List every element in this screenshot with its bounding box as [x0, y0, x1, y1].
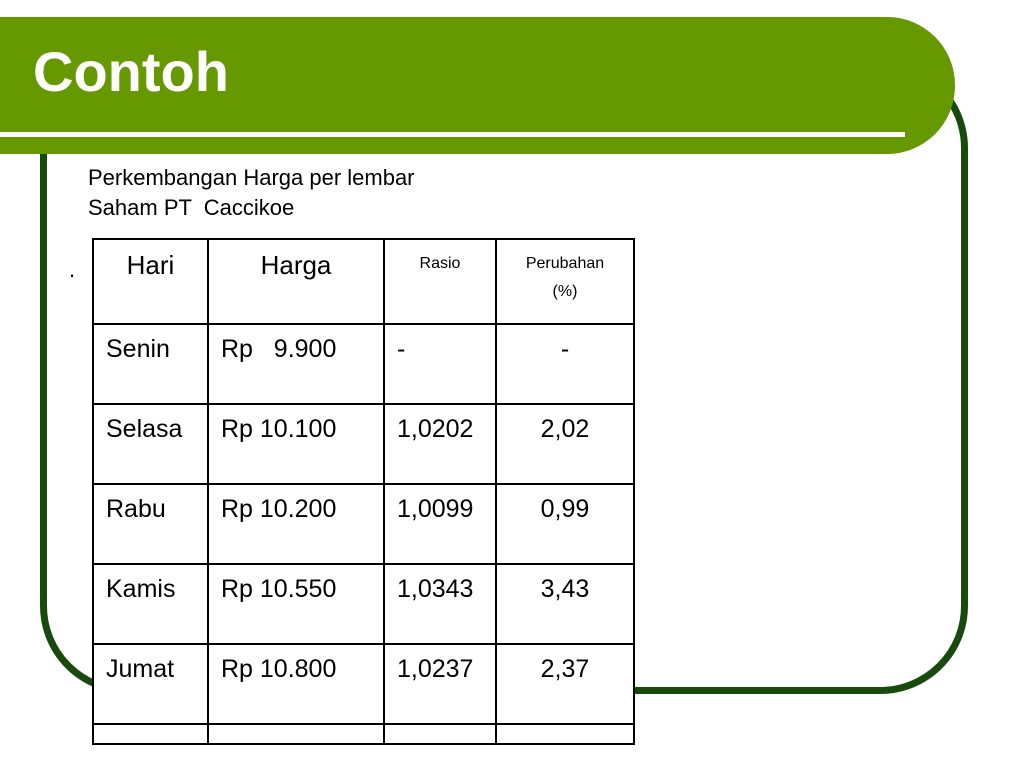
cell-harga [208, 404, 384, 484]
cell-rasio [384, 564, 496, 644]
cell-harga-text: Rp 9.900 [221, 335, 337, 363]
table-row [93, 324, 634, 404]
cell-rasio [384, 484, 496, 564]
empty-cell [93, 724, 208, 744]
cell-rasio-text: 1,0237 [397, 655, 474, 683]
cell-hari [93, 404, 208, 484]
cell-harga [208, 484, 384, 564]
table-row [93, 404, 634, 484]
cell-harga [208, 324, 384, 404]
header-harga-label: Harga [260, 250, 332, 280]
header-perubahan-line-2: (%) [552, 283, 578, 300]
cell-harga [208, 644, 384, 724]
cell-rasio-text: - [397, 335, 406, 363]
cell-harga-text: Rp 10.550 [221, 575, 337, 603]
cell-hari-text: Selasa [106, 415, 183, 443]
cell-perubahan-text: - [560, 335, 570, 363]
cell-perubahan [496, 564, 634, 644]
cell-hari [93, 324, 208, 404]
cell-hari-text: Jumat [106, 655, 175, 683]
subtitle-line-1: Perkembangan Harga per lembar [88, 165, 415, 190]
title-underline [0, 132, 905, 137]
table-body [93, 324, 634, 744]
cell-hari-text: Kamis [106, 575, 176, 603]
empty-cell [384, 724, 496, 744]
cell-perubahan-text: 2,37 [540, 655, 590, 683]
bullet-dot: . [69, 257, 76, 282]
cell-rasio-text: 1,0343 [397, 575, 474, 603]
table-header-row [93, 239, 634, 324]
cell-hari-text: Rabu [106, 495, 166, 523]
header-perubahan-label [505, 240, 625, 306]
table-row [93, 564, 634, 644]
cell-hari-text: Senin [106, 335, 170, 363]
slide-subtitle [88, 163, 415, 223]
price-table [92, 238, 635, 745]
cell-perubahan-text: 3,43 [540, 575, 590, 603]
header-perubahan [496, 239, 634, 324]
cell-perubahan [496, 404, 634, 484]
cell-hari [93, 484, 208, 564]
empty-cell [208, 724, 384, 744]
slide-title: Contoh [33, 40, 229, 103]
header-rasio [384, 239, 496, 324]
table-empty-row [93, 724, 634, 744]
cell-harga-text: Rp 10.800 [221, 655, 337, 683]
cell-rasio [384, 324, 496, 404]
header-perubahan-line-1: Perubahan [525, 255, 605, 272]
cell-harga-text: Rp 10.100 [221, 415, 337, 443]
table-row [93, 484, 634, 564]
cell-perubahan-text: 2,02 [540, 415, 590, 443]
cell-rasio-text: 1,0202 [397, 415, 474, 443]
header-hari [93, 239, 208, 324]
cell-hari [93, 644, 208, 724]
cell-perubahan-text: 0,99 [540, 495, 590, 523]
cell-rasio [384, 404, 496, 484]
cell-rasio-text: 1,0099 [397, 495, 474, 523]
subtitle-line-2: Saham PT Caccikoe [88, 195, 295, 220]
empty-cell [496, 724, 634, 744]
cell-perubahan [496, 644, 634, 724]
header-harga [208, 239, 384, 324]
cell-perubahan [496, 484, 634, 564]
cell-harga-text: Rp 10.200 [221, 495, 337, 523]
header-rasio-label: Rasio [419, 255, 461, 272]
cell-hari [93, 564, 208, 644]
table-row [93, 644, 634, 724]
cell-rasio [384, 644, 496, 724]
header-hari-label: Hari [126, 250, 175, 280]
cell-harga [208, 564, 384, 644]
cell-perubahan [496, 324, 634, 404]
